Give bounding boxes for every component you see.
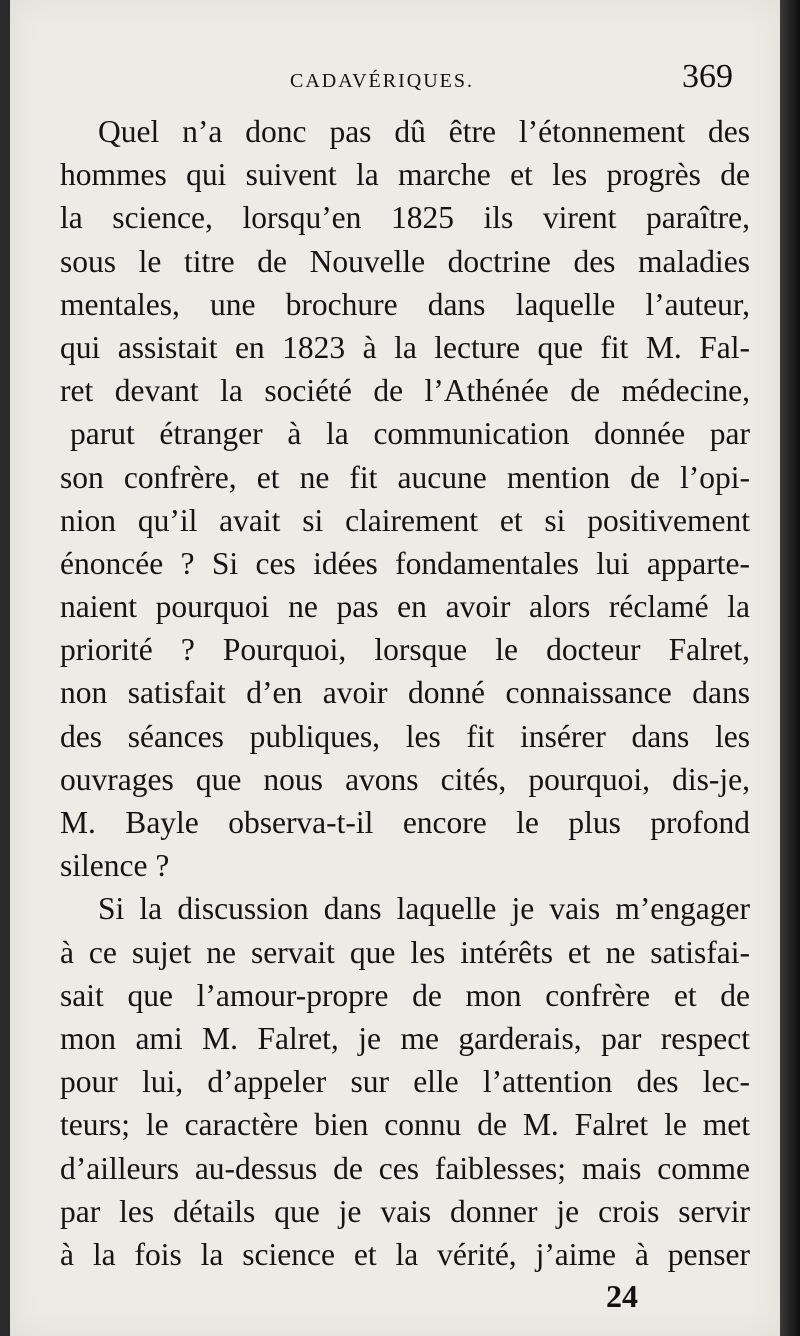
text-line: à ce sujet ne servait que les intérêts et ne satisfai- — [60, 934, 750, 970]
text-line: teurs; le caractère bien connu de M. Falret le met — [60, 1107, 750, 1143]
text-line: parut étranger à la communication donnée par — [70, 416, 750, 452]
text-line: ouvrages que nous avons cités, pourquoi, dis-je, — [60, 761, 750, 797]
scan-left-edge — [0, 0, 10, 1336]
text-line: nion qu’il avait si clairement et si positivement — [60, 502, 750, 538]
text-line: des séances publiques, les fit insérer dans les — [60, 718, 750, 754]
scan-right-edge — [780, 0, 800, 1336]
text-line: à la fois la science et la vérité, j’aime à penser — [60, 1236, 750, 1272]
text-line: hommes qui suivent la marche et les progrès de — [60, 157, 750, 193]
text-line: mon ami M. Falret, je me garderais, par respect — [60, 1020, 750, 1056]
text-line: qui assistait en 1823 à la lecture que fit M. Fal- — [60, 329, 750, 365]
body-text — [60, 110, 750, 1276]
text-line: Quel n’a donc pas dû être l’étonnement des — [98, 114, 750, 149]
text-line: ret devant la société de l’Athénée de médecine, — [60, 373, 750, 409]
signature-mark: 24 — [606, 1278, 638, 1314]
text-line: par les détails que je vais donner je crois servir — [60, 1193, 750, 1229]
text-line: M. Bayle observa-t-il encore le plus profond — [60, 805, 750, 840]
text-line: naient pourquoi ne pas en avoir alors réclamé la — [60, 589, 750, 625]
text-line: non satisfait d’en avoir donné connaissance dans — [60, 675, 750, 711]
text-line: pour lui, d’appeler sur elle l’attention des lec- — [60, 1064, 750, 1100]
text-line: son confrère, et ne fit aucune mention de l’opi- — [60, 459, 750, 495]
text-line: Si la discussion dans laquelle je vais m’engager — [98, 891, 750, 927]
text-line: silence ? — [60, 848, 170, 884]
text-line: sait que l’amour-propre de mon confrère et de — [60, 977, 750, 1013]
text-line: énoncée ? Si ces idées fondamentales lui apparte- — [60, 545, 750, 581]
page-number: 369 — [682, 58, 733, 95]
text-line: mentales, une brochure dans laquelle l’auteur, — [60, 286, 750, 322]
text-line: la science, lorsqu’en 1825 ils virent paraître, — [60, 200, 750, 236]
book-page — [10, 0, 780, 1336]
text-line: d’ailleurs au-dessus de ces faiblesses; mais comme — [60, 1150, 750, 1186]
text-line: priorité ? Pourquoi, lorsque le docteur Falret, — [60, 632, 750, 668]
running-head: CADAVÉRIQUES. — [290, 70, 474, 92]
text-line: sous le titre de Nouvelle doctrine des maladies — [60, 243, 750, 279]
